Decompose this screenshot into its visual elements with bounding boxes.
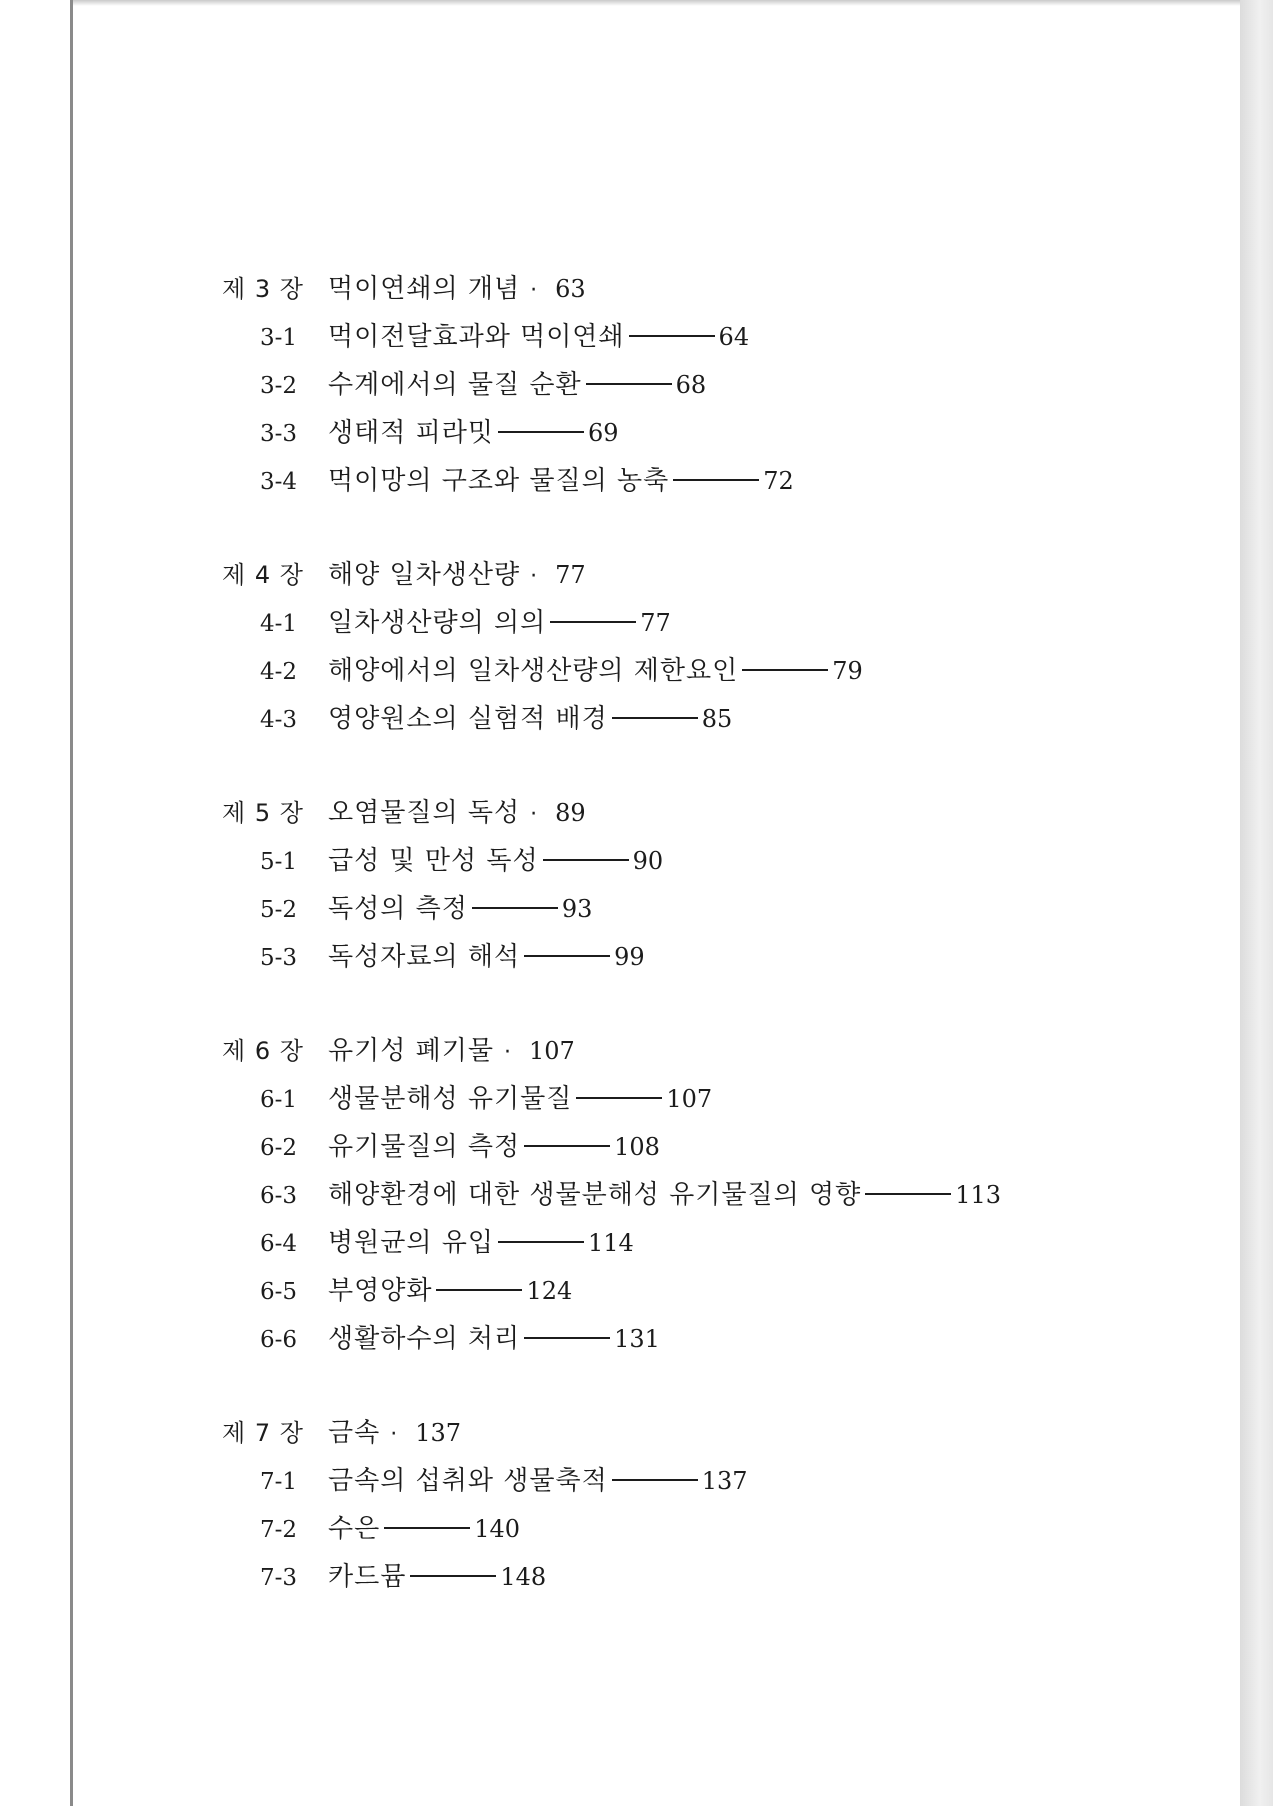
chapter-page-number: 63 [555,275,586,303]
section-page-number: 93 [561,895,593,923]
chapter-separator-dot: · [530,802,538,827]
section-entry[interactable] [222,1222,1122,1270]
section-page-number: 114 [587,1229,634,1257]
section-number: 4-3 [260,707,298,733]
leader-line [742,669,828,671]
section-title: 생태적 피라밋 [328,418,494,448]
chapter-label: 제 6 장 [222,1037,304,1065]
chapter-label: 제 5 장 [222,799,304,827]
section-number: 6-3 [260,1183,298,1209]
section-entry[interactable] [222,364,1122,412]
section-page-number: 108 [614,1133,660,1161]
chapter-page-number: 77 [555,561,586,589]
section-entry[interactable] [222,1460,1122,1508]
section-page-number: 124 [526,1277,573,1305]
section-number: 3-4 [260,469,298,495]
chapter-separator-dot: · [530,278,538,303]
leader-line [524,955,610,957]
section-entry[interactable] [222,1078,1122,1126]
section-page-number: 77 [640,609,671,637]
section-entry[interactable] [222,1174,1122,1222]
section-title: 병원균의 유입 [328,1228,494,1258]
section-title: 영양원소의 실험적 배경 [328,704,608,734]
section-entry[interactable] [222,412,1122,460]
section-title: 먹이망의 구조와 물질의 농축 [328,466,670,496]
section-title: 금속의 섭취와 생물축적 [328,1466,608,1496]
chapter-title: 금속 [328,1418,381,1448]
leader-line [576,1097,662,1099]
section-page-number: 79 [832,657,863,685]
leader-line [586,383,672,385]
section-number: 6-5 [260,1279,298,1305]
section-page-number: 107 [666,1085,713,1113]
chapter-label: 제 3 장 [222,275,304,303]
leader-line [673,479,759,481]
chapter-separator-dot: · [530,564,538,589]
section-number: 3-2 [260,373,298,399]
leader-line [550,621,636,623]
section-number: 6-6 [260,1327,298,1353]
chapter-heading[interactable] [222,792,1122,840]
page-gutter [1240,0,1273,1806]
section-number: 3-1 [260,325,298,351]
leader-line [865,1193,951,1195]
section-page-number: 69 [587,419,619,447]
section-number: 5-2 [260,897,298,923]
section-number: 5-3 [260,945,298,971]
chapter-label: 제 4 장 [222,561,304,589]
section-title: 급성 및 만성 독성 [328,846,539,876]
section-title: 부영양화 [328,1276,433,1306]
leader-line [498,1241,584,1243]
section-page-number: 131 [614,1325,660,1353]
section-number: 6-1 [260,1087,298,1113]
chapter-separator-dot: · [390,1422,398,1447]
chapter-heading[interactable] [222,268,1122,316]
section-page-number: 99 [614,943,645,971]
leader-line [612,717,698,719]
section-title: 먹이전달효과와 먹이연쇄 [328,322,625,352]
section-number: 7-3 [260,1565,298,1591]
section-entry[interactable] [222,460,1122,508]
leader-line [472,907,558,909]
section-title: 해양에서의 일차생산량의 제한요인 [328,656,739,686]
section-entry[interactable] [222,840,1122,888]
section-entry[interactable] [222,602,1122,650]
section-title: 독성의 측정 [328,894,468,924]
section-entry[interactable] [222,1270,1122,1318]
section-entry[interactable] [222,1126,1122,1174]
chapter-heading[interactable] [222,554,1122,602]
section-page-number: 113 [955,1181,1002,1209]
table-of-contents [222,268,1122,1650]
section-page-number: 90 [632,847,664,875]
section-number: 7-1 [260,1469,298,1495]
section-entry[interactable] [222,1508,1122,1556]
leader-line [543,859,629,861]
section-number: 6-2 [260,1135,298,1161]
chapter-heading[interactable] [222,1030,1122,1078]
chapter-title: 유기성 폐기물 [328,1036,494,1066]
section-page-number: 85 [701,705,733,733]
section-title: 유기물질의 측정 [328,1132,521,1162]
chapter-title: 오염물질의 독성 [328,798,521,828]
leader-line [384,1527,470,1529]
section-page-number: 140 [474,1515,521,1543]
section-page-number: 72 [763,467,794,495]
leader-line [629,335,715,337]
section-number: 5-1 [260,849,298,875]
leader-line [524,1145,610,1147]
section-entry[interactable] [222,650,1122,698]
section-number: 4-2 [260,659,298,685]
chapter-label: 제 7 장 [222,1419,304,1447]
chapter-heading[interactable] [222,1412,1122,1460]
section-entry[interactable] [222,888,1122,936]
section-entry[interactable] [222,936,1122,984]
section-title: 카드뮴 [328,1562,407,1592]
leader-line [612,1479,698,1481]
chapter-title: 해양 일차생산량 [328,560,521,590]
section-title: 해양환경에 대한 생물분해성 유기물질의 영향 [328,1180,862,1210]
section-number: 3-3 [260,421,298,447]
chapter-block [222,1412,1122,1604]
chapter-block [222,792,1122,984]
leader-line [436,1289,522,1291]
section-entry[interactable] [222,698,1122,746]
section-title: 생물분해성 유기물질 [328,1084,573,1114]
section-number: 7-2 [260,1517,298,1543]
chapter-page-number: 107 [528,1037,575,1065]
section-entry[interactable] [222,1556,1122,1604]
section-page-number: 148 [500,1563,547,1591]
chapter-page-number: 89 [555,799,586,827]
section-entry[interactable] [222,1318,1122,1366]
section-page-number: 68 [675,371,707,399]
leader-line [524,1337,610,1339]
chapter-page-number: 137 [415,1419,462,1447]
section-number: 6-4 [260,1231,298,1257]
leader-line [410,1575,496,1577]
section-title: 수은 [328,1514,381,1544]
section-title: 독성자료의 해석 [328,942,521,972]
section-page-number: 137 [701,1467,748,1495]
section-title: 생활하수의 처리 [328,1324,521,1354]
chapter-title: 먹이연쇄의 개념 [328,274,521,304]
page-edge-shadow [73,0,1243,6]
leader-line [498,431,584,433]
section-entry[interactable] [222,316,1122,364]
section-number: 4-1 [260,611,298,637]
section-title: 수계에서의 물질 순환 [328,370,582,400]
section-page-number: 64 [718,323,750,351]
scan-margin [0,0,72,1806]
section-title: 일차생산량의 의의 [328,608,547,638]
chapter-block [222,554,1122,746]
chapter-block [222,268,1122,508]
chapter-block [222,1030,1122,1366]
chapter-separator-dot: · [503,1040,511,1065]
